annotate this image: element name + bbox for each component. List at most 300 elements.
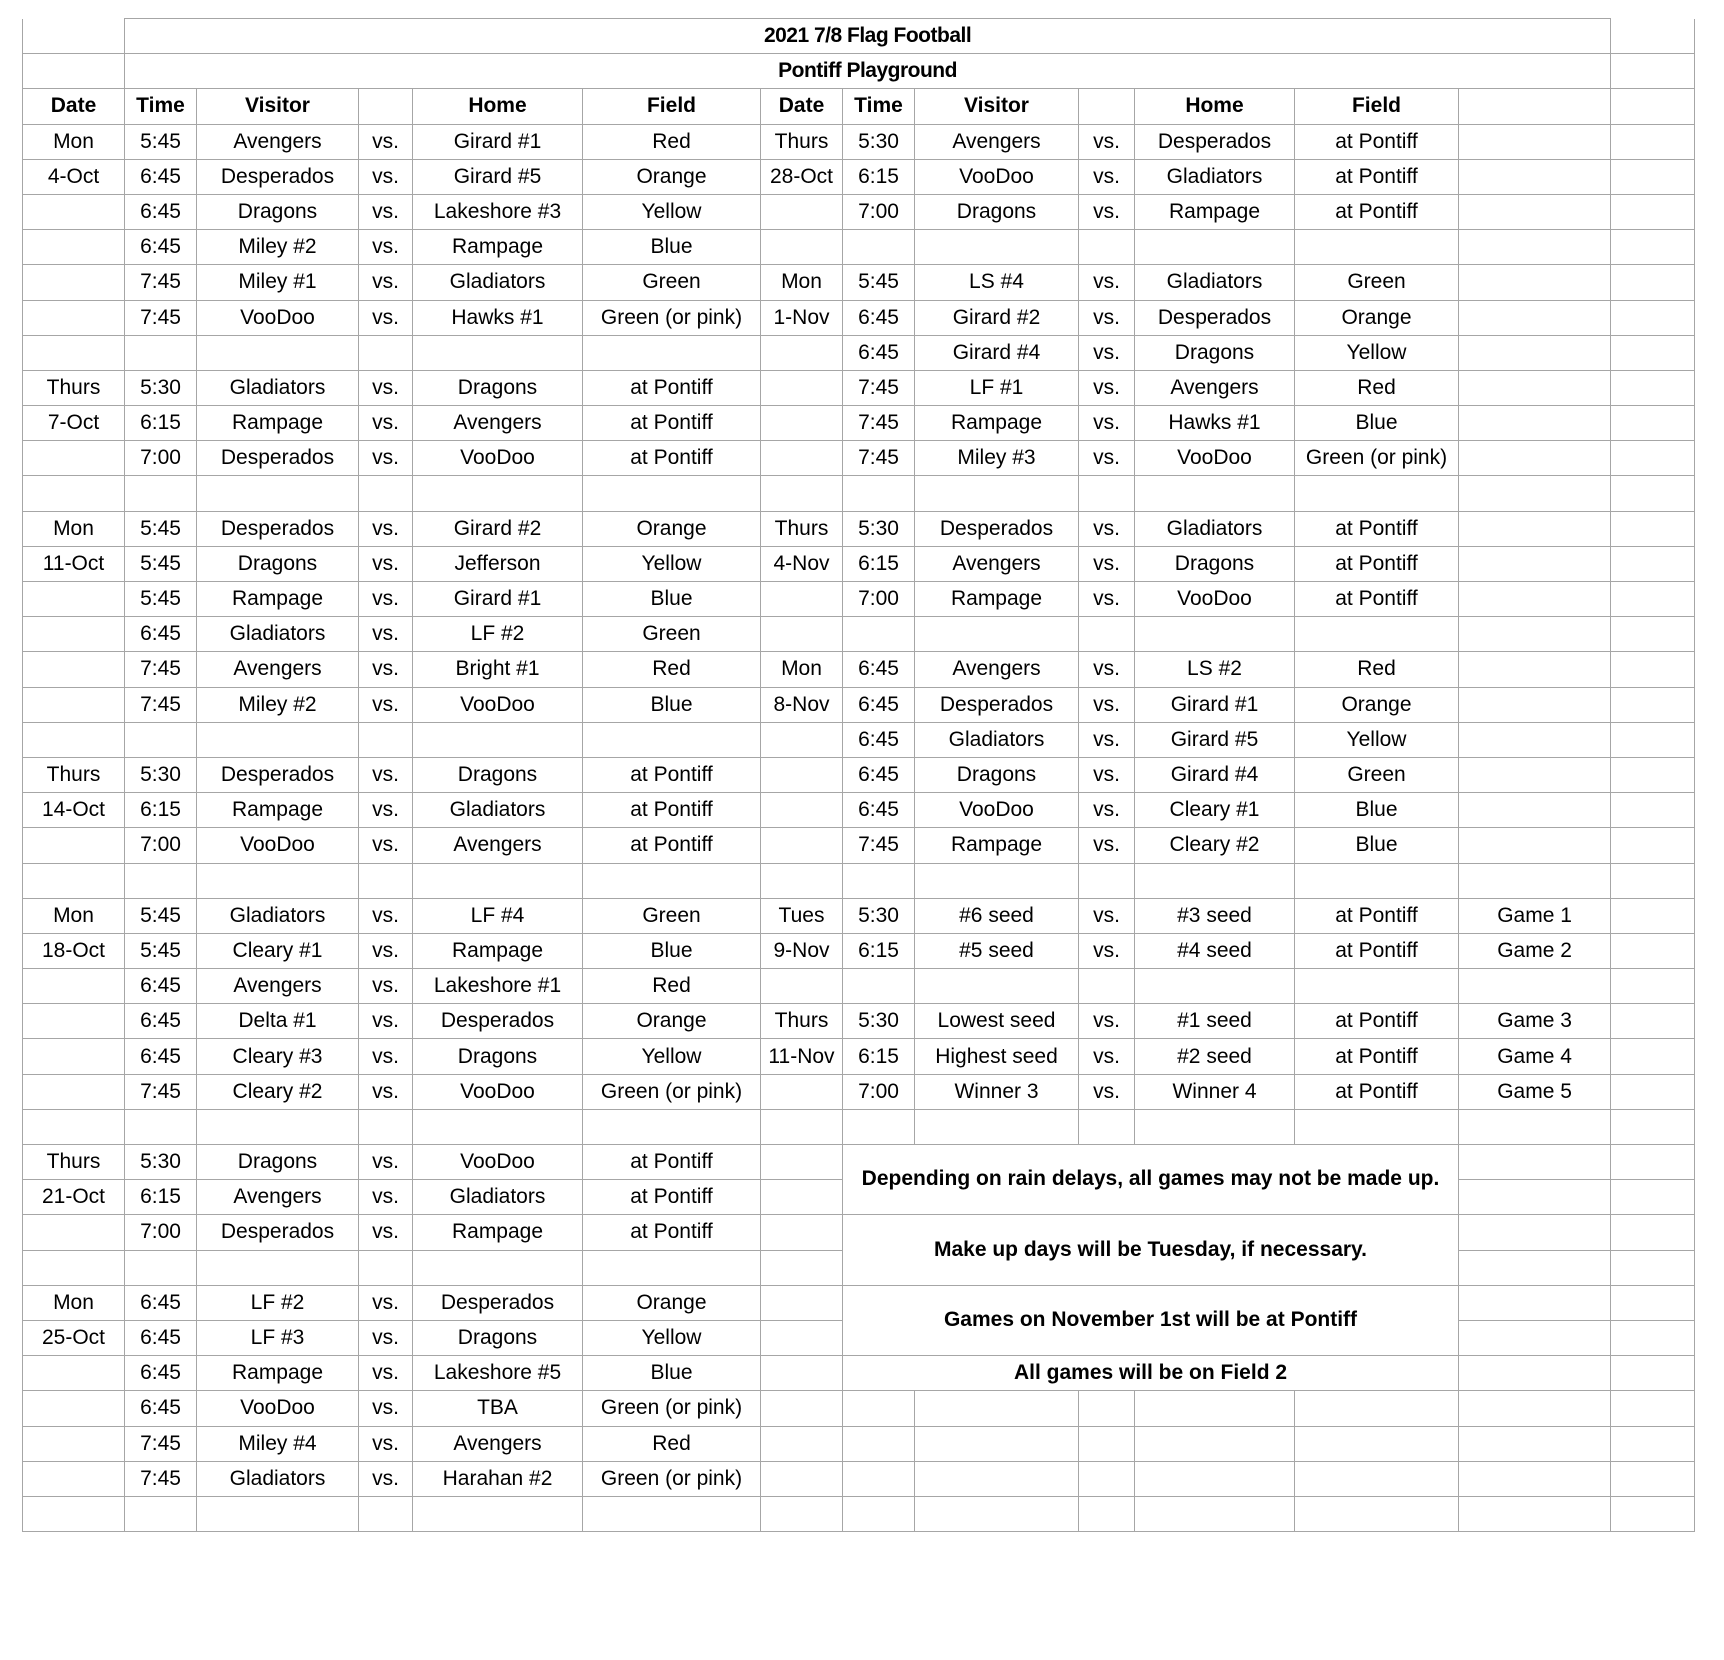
right-date-cell: 4-Nov [761,546,843,581]
right-visitor-cell: Rampage [915,582,1079,617]
table-row [23,406,1695,441]
left-vs-cell: vs. [359,828,413,863]
left-vs-cell: vs. [359,230,413,265]
notes-divider-cell [761,1356,843,1391]
left-time-cell: 5:30 [125,757,197,792]
right-field-blank [1459,1356,1611,1391]
left-time-cell: 5:30 [125,1145,197,1180]
right-date-cell [761,194,843,229]
right-vs-cell: vs. [1079,335,1135,370]
notes-divider-cell [761,1320,843,1355]
right-trailing-cell [1611,370,1695,405]
left-field-cell: Green (or pink) [583,300,761,335]
left-field-cell: Green [583,265,761,300]
left-time-cell: 6:45 [125,194,197,229]
header-vs-right [1079,89,1135,124]
left-date-cell: 21-Oct [23,1180,125,1215]
left-vs-cell: vs. [359,1356,413,1391]
right-field-cell: Red [1295,652,1459,687]
left-home-cell: Avengers [413,828,583,863]
right-home-cell [1135,476,1295,511]
left-date-cell: 14-Oct [23,793,125,828]
left-field-cell: at Pontiff [583,441,761,476]
right-trailing-cell [1611,969,1695,1004]
right-trailing-cell [1611,124,1695,159]
table-row [23,230,1695,265]
right-game-blank [1611,1320,1695,1355]
right-game-cell [1459,159,1611,194]
left-visitor-cell [197,1109,359,1144]
right-vs-cell: vs. [1079,757,1135,792]
right-game-blank [1611,1180,1695,1215]
right-date-cell [761,582,843,617]
left-time-cell: 6:45 [125,159,197,194]
left-vs-cell: vs. [359,617,413,652]
left-visitor-cell: Miley #1 [197,265,359,300]
left-field-cell: Orange [583,511,761,546]
left-field-cell [583,722,761,757]
title-left-pad [23,54,125,89]
right-game-cell [1459,441,1611,476]
right-date-cell [761,863,843,898]
left-date-cell [23,194,125,229]
left-visitor-cell: Miley #4 [197,1426,359,1461]
right-time-cell [843,230,915,265]
left-time-cell: 6:45 [125,1356,197,1391]
table-row [23,1391,1695,1426]
right-date-cell [761,370,843,405]
right-time-cell: 7:45 [843,441,915,476]
left-visitor-cell: Avengers [197,652,359,687]
table-row [23,652,1695,687]
table-row [23,1461,1695,1496]
left-time-cell [125,722,197,757]
left-vs-cell: vs. [359,546,413,581]
left-home-cell: Rampage [413,933,583,968]
left-visitor-cell: Avengers [197,969,359,1004]
left-date-cell [23,230,125,265]
right-vs-cell: vs. [1079,159,1135,194]
right-time-cell: 6:45 [843,793,915,828]
right-game-blank [1611,1496,1695,1531]
left-visitor-cell [197,722,359,757]
left-date-cell: Thurs [23,1145,125,1180]
right-game-blank [1611,1461,1695,1496]
right-time-cell: 5:30 [843,124,915,159]
left-field-cell: Red [583,124,761,159]
right-trailing-cell [1611,476,1695,511]
left-date-cell: 7-Oct [23,406,125,441]
right-field-cell [1295,617,1459,652]
right-time-cell: 6:45 [843,300,915,335]
table-row [23,1145,1695,1180]
left-visitor-cell: Desperados [197,1215,359,1250]
right-time-cell: 7:00 [843,194,915,229]
left-visitor-cell: Avengers [197,1180,359,1215]
left-visitor-cell: Gladiators [197,370,359,405]
left-home-cell: Girard #2 [413,511,583,546]
left-time-cell [125,1496,197,1531]
left-home-cell: Dragons [413,757,583,792]
right-trailing-cell [1611,159,1695,194]
right-trailing-cell [1611,1109,1695,1144]
left-time-cell: 6:45 [125,969,197,1004]
left-date-cell [23,617,125,652]
table-row [23,687,1695,722]
left-field-cell: Green [583,898,761,933]
right-vs-cell: vs. [1079,194,1135,229]
right-field-blank [1459,1320,1611,1355]
left-date-cell: 18-Oct [23,933,125,968]
right-game-cell [1459,370,1611,405]
left-field-cell: Yellow [583,1039,761,1074]
left-date-cell [23,1004,125,1039]
right-date-cell [761,757,843,792]
right-blank-cell [1079,1461,1135,1496]
right-date-cell: Thurs [761,1004,843,1039]
right-home-cell [1135,617,1295,652]
left-time-cell: 5:45 [125,582,197,617]
right-blank-cell [1079,1426,1135,1461]
right-date-cell: Mon [761,652,843,687]
right-game-cell [1459,124,1611,159]
left-date-cell: Thurs [23,370,125,405]
left-time-cell: 5:45 [125,546,197,581]
left-visitor-cell: Dragons [197,194,359,229]
right-time-cell: 5:30 [843,511,915,546]
right-blank-cell [915,1496,1079,1531]
right-home-cell: Girard #1 [1135,687,1295,722]
left-time-cell: 5:45 [125,124,197,159]
right-date-cell: 28-Oct [761,159,843,194]
right-visitor-cell: Miley #3 [915,441,1079,476]
left-home-cell: Avengers [413,1426,583,1461]
title-left-pad [23,19,125,54]
left-home-cell: Lakeshore #5 [413,1356,583,1391]
header-visitor-right: Visitor [915,89,1079,124]
left-date-cell: Mon [23,511,125,546]
right-home-cell: LS #2 [1135,652,1295,687]
right-visitor-cell [915,476,1079,511]
right-home-cell: Gladiators [1135,159,1295,194]
right-date-cell [761,617,843,652]
right-visitor-cell: Avengers [915,652,1079,687]
left-visitor-cell: Rampage [197,582,359,617]
right-field-cell: Blue [1295,406,1459,441]
table-row [23,124,1695,159]
right-visitor-cell: Desperados [915,687,1079,722]
note-text: Games on November 1st will be at Pontiff [843,1285,1459,1355]
left-home-cell [413,722,583,757]
right-field-cell: at Pontiff [1295,159,1459,194]
left-visitor-cell: Dragons [197,1145,359,1180]
column-header-row [23,89,1695,124]
left-field-cell: Green (or pink) [583,1074,761,1109]
left-time-cell [125,476,197,511]
notes-divider-cell [761,1391,843,1426]
table-row [23,793,1695,828]
notes-divider-cell [761,1496,843,1531]
right-home-cell: Desperados [1135,124,1295,159]
right-vs-cell: vs. [1079,1004,1135,1039]
left-time-cell: 6:45 [125,1391,197,1426]
left-time-cell: 7:45 [125,652,197,687]
right-game-cell [1459,969,1611,1004]
right-date-cell [761,406,843,441]
page-title-1: 2021 7/8 Flag Football [125,19,1611,54]
right-vs-cell: vs. [1079,546,1135,581]
left-time-cell: 5:45 [125,933,197,968]
left-field-cell: at Pontiff [583,1145,761,1180]
table-row [23,1109,1695,1144]
left-vs-cell: vs. [359,582,413,617]
right-home-cell: VooDoo [1135,582,1295,617]
left-home-cell: Girard #1 [413,124,583,159]
table-row [23,370,1695,405]
right-vs-cell: vs. [1079,582,1135,617]
right-field-cell: at Pontiff [1295,124,1459,159]
left-vs-cell [359,722,413,757]
right-home-cell: #1 seed [1135,1004,1295,1039]
left-home-cell: VooDoo [413,687,583,722]
right-blank-cell [915,1461,1079,1496]
left-time-cell: 6:15 [125,406,197,441]
right-time-cell [843,617,915,652]
left-date-cell [23,1356,125,1391]
left-date-cell [23,1250,125,1285]
left-field-cell: at Pontiff [583,757,761,792]
right-time-cell: 6:15 [843,1039,915,1074]
right-field-blank [1459,1145,1611,1180]
left-visitor-cell: Rampage [197,793,359,828]
left-visitor-cell: LF #3 [197,1320,359,1355]
left-visitor-cell: Desperados [197,757,359,792]
right-home-cell: Dragons [1135,546,1295,581]
left-home-cell: Gladiators [413,793,583,828]
right-date-cell [761,969,843,1004]
right-visitor-cell: Lowest seed [915,1004,1079,1039]
left-home-cell: Gladiators [413,265,583,300]
left-date-cell [23,1074,125,1109]
right-home-cell: Winner 4 [1135,1074,1295,1109]
table-row [23,1074,1695,1109]
table-row [23,1356,1695,1391]
right-field-blank [1459,1215,1611,1250]
left-date-cell [23,722,125,757]
right-vs-cell [1079,476,1135,511]
left-vs-cell: vs. [359,1004,413,1039]
right-field-cell: Green [1295,757,1459,792]
right-game-cell [1459,194,1611,229]
left-visitor-cell: Cleary #2 [197,1074,359,1109]
right-home-cell: Hawks #1 [1135,406,1295,441]
right-date-cell [761,230,843,265]
left-home-cell: Girard #5 [413,159,583,194]
left-vs-cell: vs. [359,1145,413,1180]
left-time-cell: 6:15 [125,793,197,828]
left-time-cell: 7:45 [125,1074,197,1109]
left-time-cell: 7:45 [125,1426,197,1461]
right-field-cell: Green (or pink) [1295,441,1459,476]
table-row [23,722,1695,757]
left-field-cell: Green (or pink) [583,1461,761,1496]
left-date-cell [23,969,125,1004]
right-visitor-cell: Girard #4 [915,335,1079,370]
right-home-cell: Cleary #2 [1135,828,1295,863]
right-home-cell: Girard #4 [1135,757,1295,792]
right-game-blank [1611,1250,1695,1285]
left-vs-cell: vs. [359,1426,413,1461]
right-home-cell: #2 seed [1135,1039,1295,1074]
left-vs-cell: vs. [359,933,413,968]
left-visitor-cell: Miley #2 [197,687,359,722]
right-game-cell [1459,722,1611,757]
left-time-cell: 7:00 [125,441,197,476]
right-trailing-cell [1611,863,1695,898]
left-vs-cell: vs. [359,406,413,441]
right-vs-cell: vs. [1079,898,1135,933]
right-game-cell [1459,335,1611,370]
left-vs-cell: vs. [359,969,413,1004]
left-time-cell [125,1109,197,1144]
left-field-cell: Yellow [583,194,761,229]
left-date-cell [23,1496,125,1531]
left-visitor-cell: Rampage [197,1356,359,1391]
left-home-cell [413,863,583,898]
table-row [23,300,1695,335]
left-visitor-cell: VooDoo [197,1391,359,1426]
left-vs-cell [359,1496,413,1531]
left-vs-cell: vs. [359,1391,413,1426]
left-date-cell [23,476,125,511]
right-field-cell: Yellow [1295,335,1459,370]
right-field-cell: at Pontiff [1295,1039,1459,1074]
right-field-cell: at Pontiff [1295,1074,1459,1109]
table-row [23,441,1695,476]
right-vs-cell: vs. [1079,265,1135,300]
right-time-cell: 7:45 [843,370,915,405]
table-row [23,757,1695,792]
left-visitor-cell [197,1250,359,1285]
table-row [23,969,1695,1004]
right-field-blank [1459,1250,1611,1285]
left-home-cell [413,1496,583,1531]
table-row [23,582,1695,617]
left-date-cell: Mon [23,124,125,159]
schedule-sheet [0,18,1724,1660]
right-date-cell: Mon [761,265,843,300]
right-field-blank [1459,1496,1611,1531]
right-visitor-cell: Rampage [915,406,1079,441]
right-time-cell: 6:45 [843,335,915,370]
right-time-cell: 6:15 [843,159,915,194]
left-field-cell: Green (or pink) [583,1391,761,1426]
left-time-cell: 5:30 [125,370,197,405]
left-field-cell: Orange [583,1004,761,1039]
left-home-cell: VooDoo [413,441,583,476]
left-home-cell [413,476,583,511]
left-home-cell: Rampage [413,1215,583,1250]
right-date-cell [761,793,843,828]
left-visitor-cell [197,1496,359,1531]
left-visitor-cell: Delta #1 [197,1004,359,1039]
table-row [23,1039,1695,1074]
right-blank-cell [1135,1461,1295,1496]
left-vs-cell: vs. [359,1285,413,1320]
table-row [23,194,1695,229]
left-time-cell: 6:45 [125,1285,197,1320]
left-date-cell: 4-Oct [23,159,125,194]
right-blank-cell [1135,1496,1295,1531]
right-game-cell [1459,265,1611,300]
left-home-cell: TBA [413,1391,583,1426]
left-visitor-cell: Avengers [197,124,359,159]
right-time-cell: 6:15 [843,546,915,581]
right-visitor-cell: Gladiators [915,722,1079,757]
right-time-cell: 5:30 [843,898,915,933]
right-blank-cell [843,1496,915,1531]
right-time-cell [843,969,915,1004]
left-visitor-cell: Cleary #3 [197,1039,359,1074]
left-visitor-cell [197,476,359,511]
right-game-cell [1459,652,1611,687]
left-time-cell: 6:45 [125,1004,197,1039]
note-text: Make up days will be Tuesday, if necessary. [843,1215,1459,1285]
left-time-cell [125,335,197,370]
left-date-cell [23,1461,125,1496]
right-date-cell [761,1109,843,1144]
right-time-cell: 6:45 [843,687,915,722]
left-time-cell [125,863,197,898]
left-vs-cell [359,1250,413,1285]
notes-divider-cell [761,1215,843,1250]
right-trailing-cell [1611,722,1695,757]
right-visitor-cell: Rampage [915,828,1079,863]
left-home-cell: Lakeshore #1 [413,969,583,1004]
right-field-cell: Yellow [1295,722,1459,757]
left-vs-cell: vs. [359,1180,413,1215]
left-time-cell: 6:45 [125,230,197,265]
right-time-cell [843,863,915,898]
table-row [23,898,1695,933]
left-home-cell: VooDoo [413,1145,583,1180]
left-field-cell: Red [583,652,761,687]
left-date-cell [23,1215,125,1250]
right-field-blank [1459,1391,1611,1426]
right-field-cell: at Pontiff [1295,546,1459,581]
title-row [23,19,1695,54]
right-blank-cell [1079,1391,1135,1426]
left-date-cell: 11-Oct [23,546,125,581]
left-home-cell: Jefferson [413,546,583,581]
table-row [23,1426,1695,1461]
right-visitor-cell: LS #4 [915,265,1079,300]
left-date-cell [23,1039,125,1074]
left-visitor-cell: Dragons [197,546,359,581]
left-home-cell: Hawks #1 [413,300,583,335]
right-home-cell: Girard #5 [1135,722,1295,757]
notes-divider-cell [761,1461,843,1496]
table-row [23,933,1695,968]
left-visitor-cell: VooDoo [197,300,359,335]
right-trailing-cell [1611,194,1695,229]
right-time-cell: 6:45 [843,652,915,687]
right-field-blank [1459,1426,1611,1461]
right-visitor-cell: Dragons [915,757,1079,792]
left-date-cell [23,687,125,722]
right-home-cell [1135,863,1295,898]
left-field-cell: at Pontiff [583,370,761,405]
